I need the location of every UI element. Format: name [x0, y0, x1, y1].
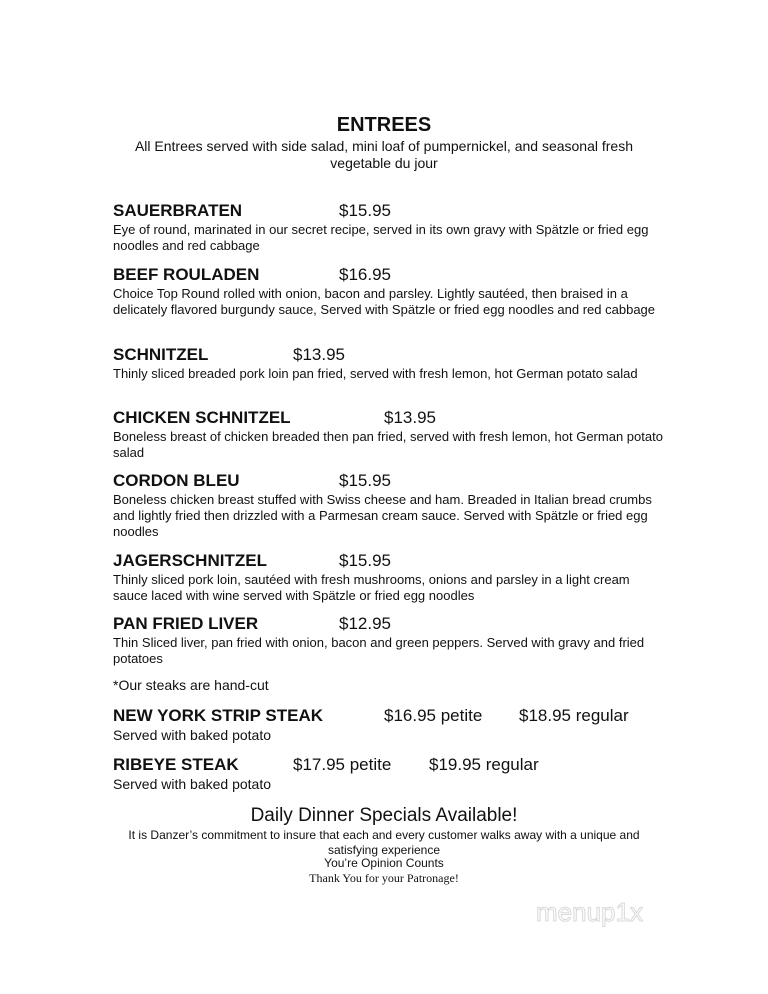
entree-description: Boneless breast of chicken breaded then pan fried, served with fresh lemon, hot German potato salad	[113, 429, 663, 460]
entree-name: JAGERSCHNITZEL	[113, 551, 267, 570]
steak-price-regular: $18.95 regular	[519, 706, 629, 725]
entree-chicken-schnitzel	[113, 407, 663, 461]
entree-price: $15.95	[339, 471, 391, 490]
entree-price: $15.95	[339, 201, 391, 220]
entree-description: Thin Sliced liver, pan fried with onion, bacon and green peppers. Served with gravy and fried potatoes	[113, 635, 645, 666]
entree-description: Thinly sliced breaded pork loin pan fried, served with fresh lemon, hot German potato salad	[113, 366, 638, 381]
entree-sauerbraten	[113, 200, 663, 254]
steak-price-regular: $19.95 regular	[429, 755, 539, 774]
page-title: ENTREES	[336, 114, 432, 136]
entree-name: BEEF ROULADEN	[113, 265, 260, 284]
entree-description: Choice Top Round rolled with onion, bacon and parsley. Lightly sautéed, then braised in a delicately flavored burgundy sauce, Served with Spätzle or fried egg noodles and red cabbage	[113, 286, 656, 317]
entree-cordon-bleu	[113, 470, 663, 540]
entree-pan-fried-liver	[113, 613, 663, 667]
entree-price: $13.95	[293, 345, 345, 364]
entree-price: $16.95	[339, 265, 391, 284]
steak-price-petite: $17.95 petite	[293, 755, 392, 774]
steak-new-york-strip	[113, 705, 663, 744]
entree-schnitzel	[113, 344, 663, 382]
steak-price-petite: $16.95 petite	[384, 706, 483, 725]
steak-name: NEW YORK STRIP STEAK	[113, 706, 324, 725]
entree-name: CORDON BLEU	[113, 471, 240, 490]
entree-price: $15.95	[339, 551, 391, 570]
steak-description: Served with baked potato	[113, 727, 271, 743]
entree-jagerschnitzel	[113, 550, 663, 604]
steaks-note: *Our steaks are hand-cut	[113, 677, 269, 693]
entree-description: Eye of round, marinated in our secret recipe, served in its own gravy with Spätzle or fried egg noodles and red cabbage	[113, 222, 649, 253]
entree-price: $13.95	[384, 408, 436, 427]
entree-name: SCHNITZEL	[113, 345, 209, 364]
entree-name: PAN FRIED LIVER	[113, 614, 259, 633]
steak-ribeye	[113, 754, 663, 793]
entree-beef-rouladen	[113, 264, 663, 318]
entree-description: Thinly sliced pork loin, sautéed with fresh mushrooms, onions and parsley in a light cream sauce laced with wine served with Spätzle or fried egg noodles	[113, 572, 630, 603]
daily-specials-heading: Daily Dinner Specials Available!	[250, 805, 518, 826]
opinion-text: You’re Opinion Counts	[324, 856, 444, 870]
menupix-watermark	[536, 898, 646, 928]
watermark-text: menup1x	[536, 898, 643, 927]
steak-name: RIBEYE STEAK	[113, 755, 239, 774]
entree-price: $12.95	[339, 614, 391, 633]
steak-description: Served with baked potato	[113, 776, 271, 792]
entree-description: Boneless chicken breast stuffed with Swiss cheese and ham. Breaded in Italian bread crumbs and lightly fried then drizzled with a Parmesan cream sauce. Served with Spätzle or fried egg noodles	[113, 492, 652, 539]
entree-name: CHICKEN SCHNITZEL	[113, 408, 291, 427]
page-subtitle: All Entrees served with side salad, mini loaf of pumpernickel, and seasonal fresh vegetable du jour	[134, 138, 634, 171]
commitment-text: It is Danzer’s commitment to insure that each and every customer walks away with a unique and satisfying experience	[128, 828, 640, 857]
thanks-text: Thank You for your Patronage!	[309, 871, 459, 885]
entree-name: SAUERBRATEN	[113, 201, 243, 220]
